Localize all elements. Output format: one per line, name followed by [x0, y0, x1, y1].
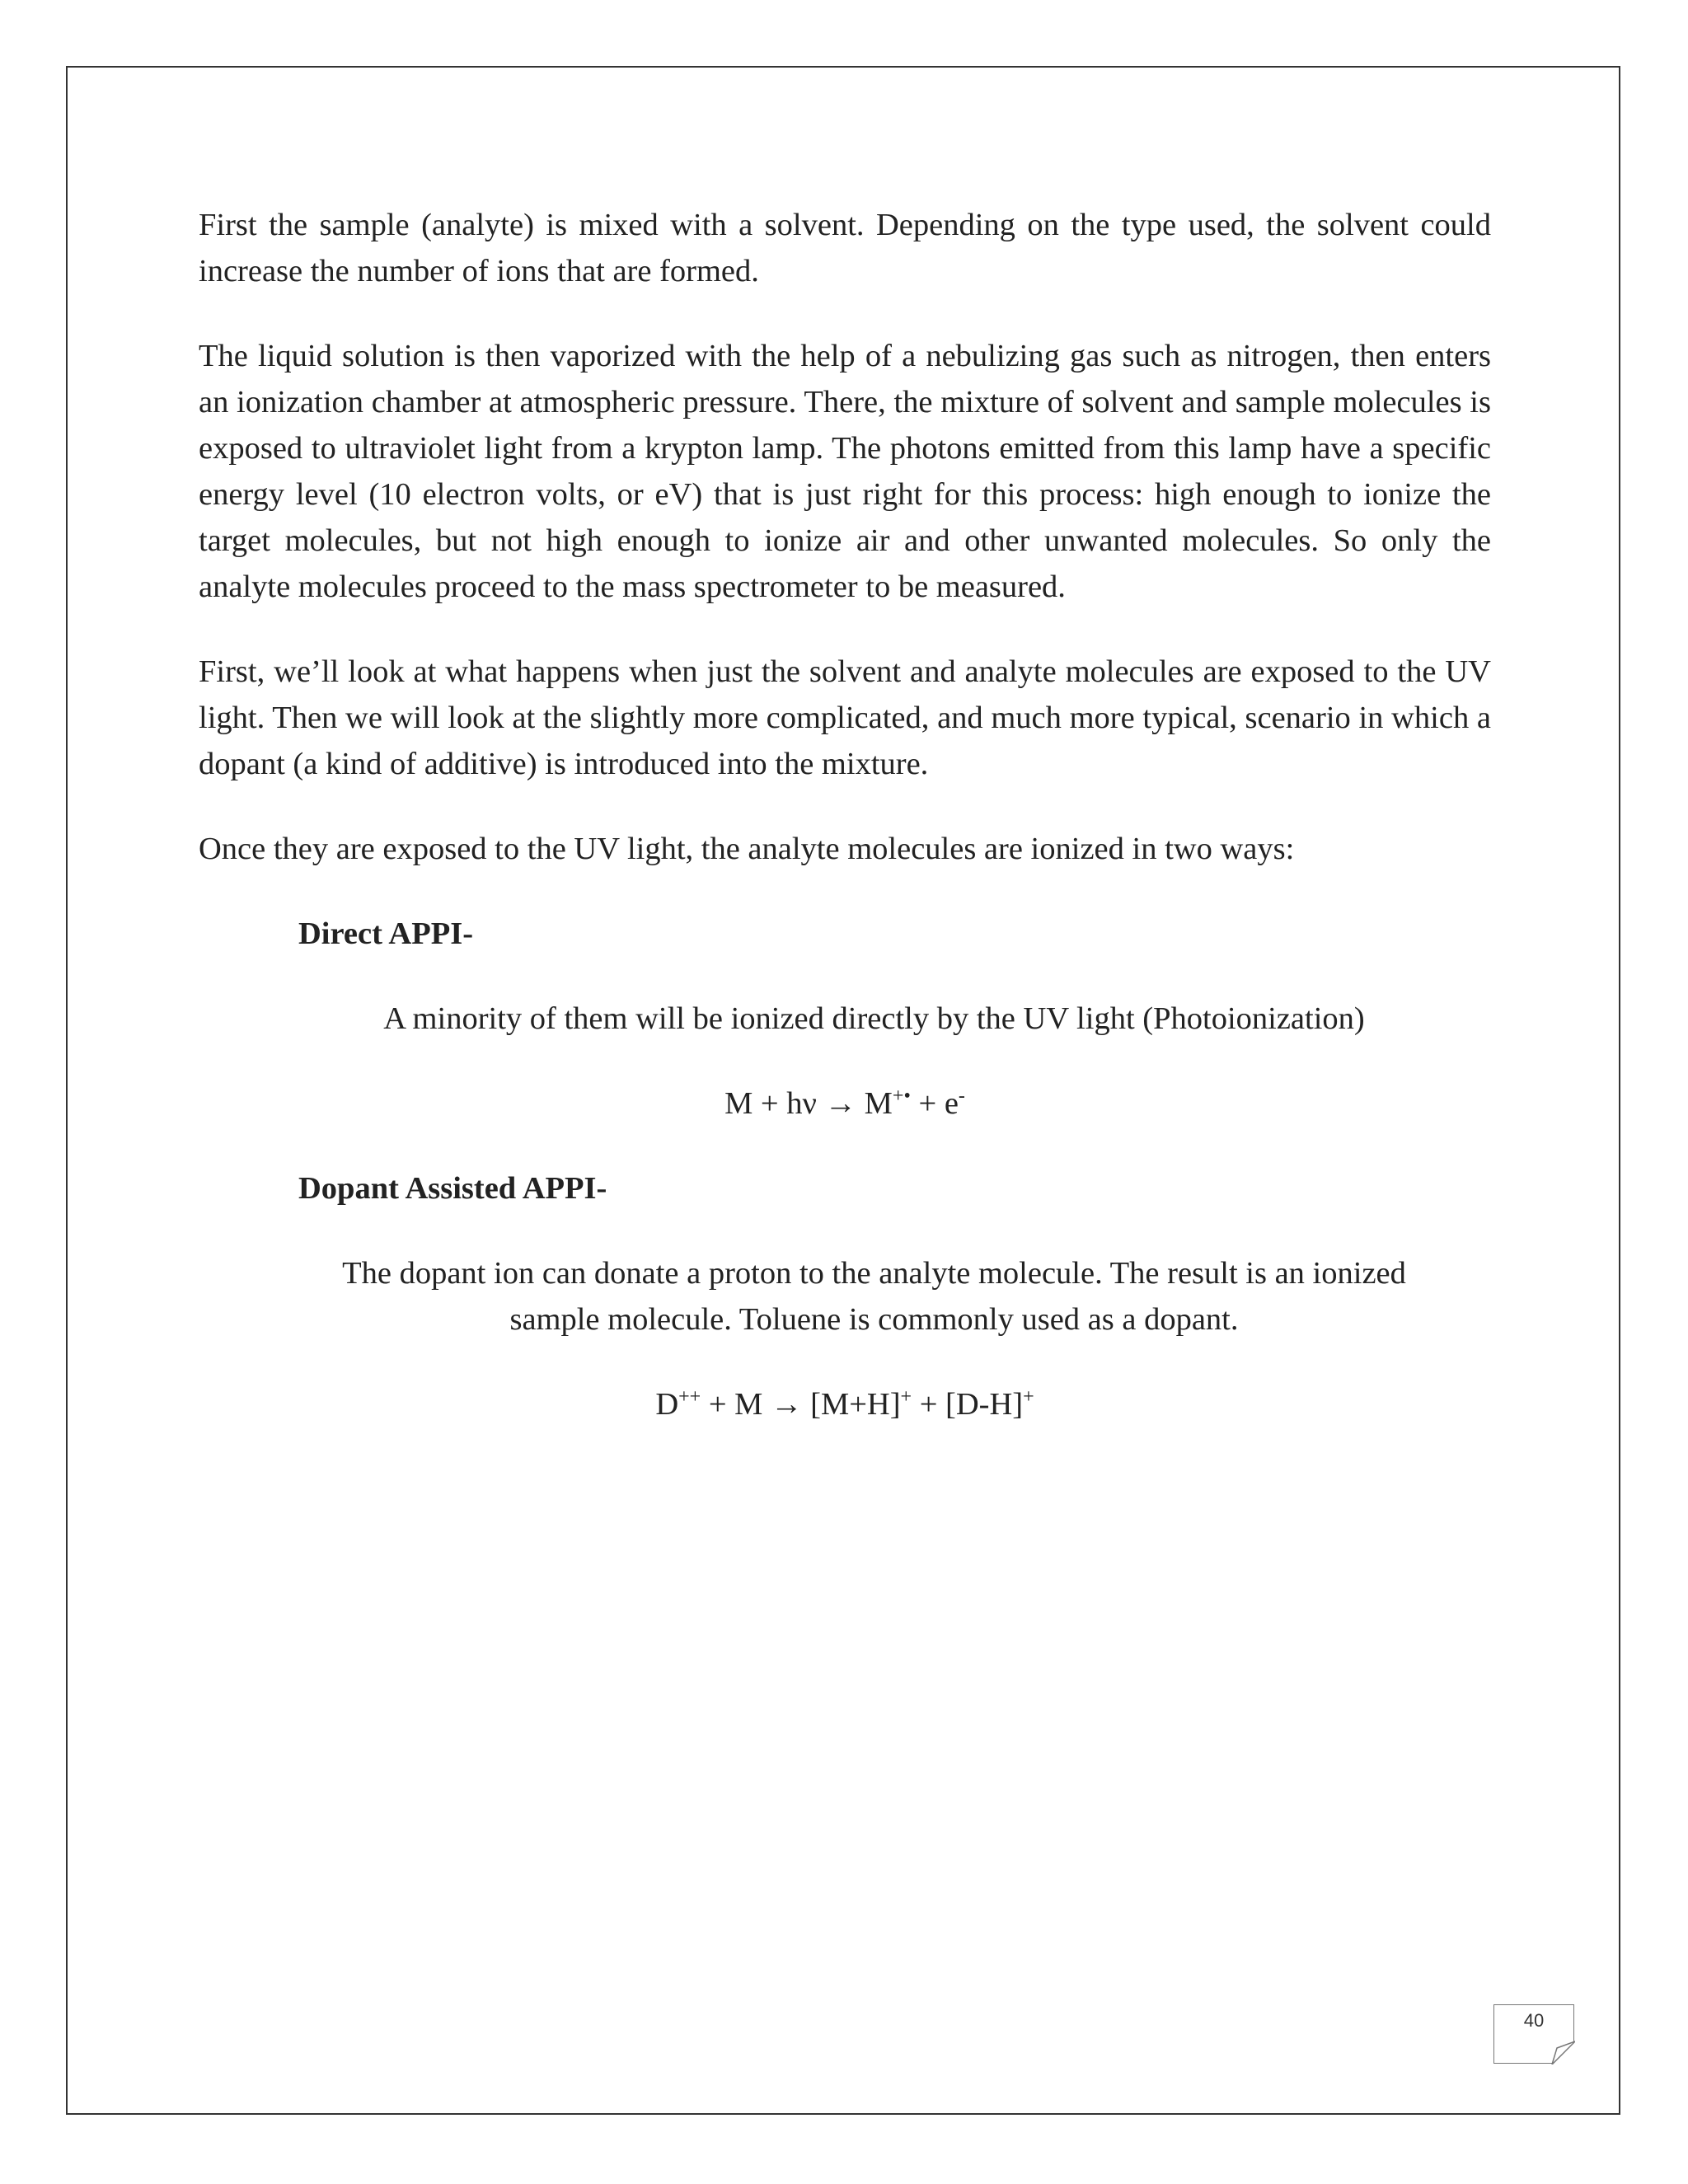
- paragraph-2: The liquid solution is then vaporized with the help of a nebulizing gas such as nitrogen, then enters an ionization chamber at atmospheric pressure. There, the mixture of solvent and sample molecules is exposed to ultraviolet light from a krypton lamp. The photons emitted from this lamp have a specific energy level (10 electron volts, or eV) that is just right for this process: high enough to ionize the target molecules, but not high enough to ionize air and other unwanted molecules. So only the analyte molecules proceed to the mass spectrometer to be measured.: [199, 339, 1491, 604]
- page-content: [199, 202, 1491, 1466]
- equation-text: D: [655, 1387, 679, 1422]
- equation-text: + e: [910, 1086, 959, 1121]
- dopant-appi-heading: Dopant Assisted APPI-: [298, 1171, 607, 1206]
- equation-superscript: +•: [892, 1085, 911, 1108]
- equation-superscript: +: [1023, 1386, 1034, 1408]
- equation-superscript: -: [958, 1085, 965, 1108]
- paragraph-1: First the sample (analyte) is mixed with a solvent. Depending on the type used, the solvent could increase the number of ions that are formed.: [199, 208, 1491, 288]
- equation-superscript: ++: [678, 1386, 701, 1408]
- page-curl-icon: [1550, 2040, 1575, 2064]
- paragraph-4: Once they are exposed to the UV light, the analyte molecules are ionized in two ways:: [199, 832, 1295, 866]
- direct-appi-description: A minority of them will be ionized directly by the UV light (Photoionization): [383, 1001, 1365, 1036]
- dopant-appi-equation: [199, 1381, 1491, 1427]
- page-number: 40: [1523, 2010, 1545, 2031]
- equation-superscript: +: [900, 1386, 912, 1408]
- equation-text: + M → [M+H]: [701, 1387, 901, 1422]
- equation-text: + [D-H]: [912, 1387, 1024, 1422]
- paragraph-3: First, we’ll look at what happens when just the solvent and analyte molecules are exposed to the UV light. Then we will look at the slightly more complicated, and much more typical, scenario in which a dopant (a kind of additive) is introduced into the mixture.: [199, 654, 1491, 781]
- direct-appi-equation: [199, 1080, 1491, 1127]
- direct-appi-heading: Direct APPI-: [298, 916, 474, 951]
- page-number-tag: [1493, 2004, 1574, 2064]
- equation-text: M + hν → M: [724, 1086, 893, 1121]
- dopant-appi-description: The dopant ion can donate a proton to the analyte molecule. The result is an ionized sample molecule. Toluene is commonly used as a dopant.: [342, 1256, 1406, 1337]
